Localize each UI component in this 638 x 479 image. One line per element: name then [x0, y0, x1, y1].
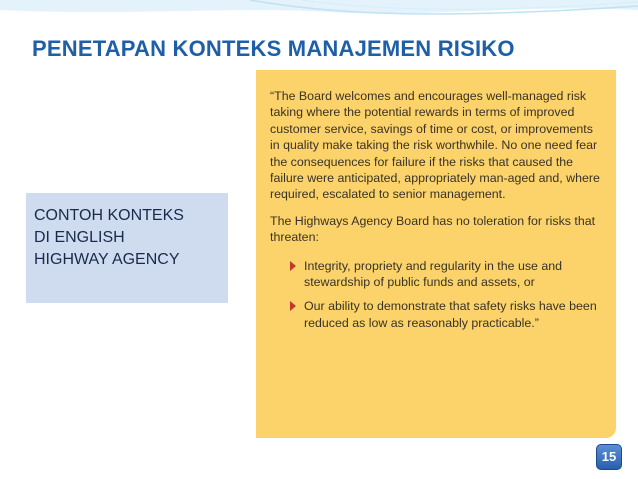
slide-title: PENETAPAN KONTEKS MANAJEMEN RISIKO	[32, 36, 515, 61]
risk-bullet-list	[270, 258, 602, 332]
context-line: CONTOH KONTEKS	[34, 207, 184, 224]
context-line: HIGHWAY AGENCY	[34, 251, 180, 268]
board-quote: “The Board welcomes and encourages well-managed risk taking where the potential rewards in terms of improved customer service, savings of time or cost, or improvements in quality make taking the risk worthwhile. No one need fear the consequences for failure if the risks that caused the failure were anticipated, appropriately man-aged and, where required, escalated to senior management.	[270, 89, 600, 202]
bullet-text: Our ability to demonstrate that safety risks have been reduced as low as reasonably practicable.”	[304, 299, 597, 330]
red-triangle-bullet-icon	[290, 301, 296, 311]
risk-bullet-item	[290, 258, 602, 291]
red-triangle-bullet-icon	[290, 261, 296, 271]
policy-intro: The Highways Agency Board has no toleration for risks that threaten:	[270, 213, 596, 245]
page-number-badge: 15	[596, 444, 622, 470]
quote-panel	[256, 70, 616, 438]
context-line: DI ENGLISH	[34, 229, 125, 246]
header-wave-decoration	[0, 0, 638, 40]
context-box	[26, 193, 228, 303]
bullet-text: Integrity, propriety and regularity in the use and stewardship of public funds and assets, or	[304, 258, 563, 290]
risk-bullet-item	[290, 298, 602, 331]
